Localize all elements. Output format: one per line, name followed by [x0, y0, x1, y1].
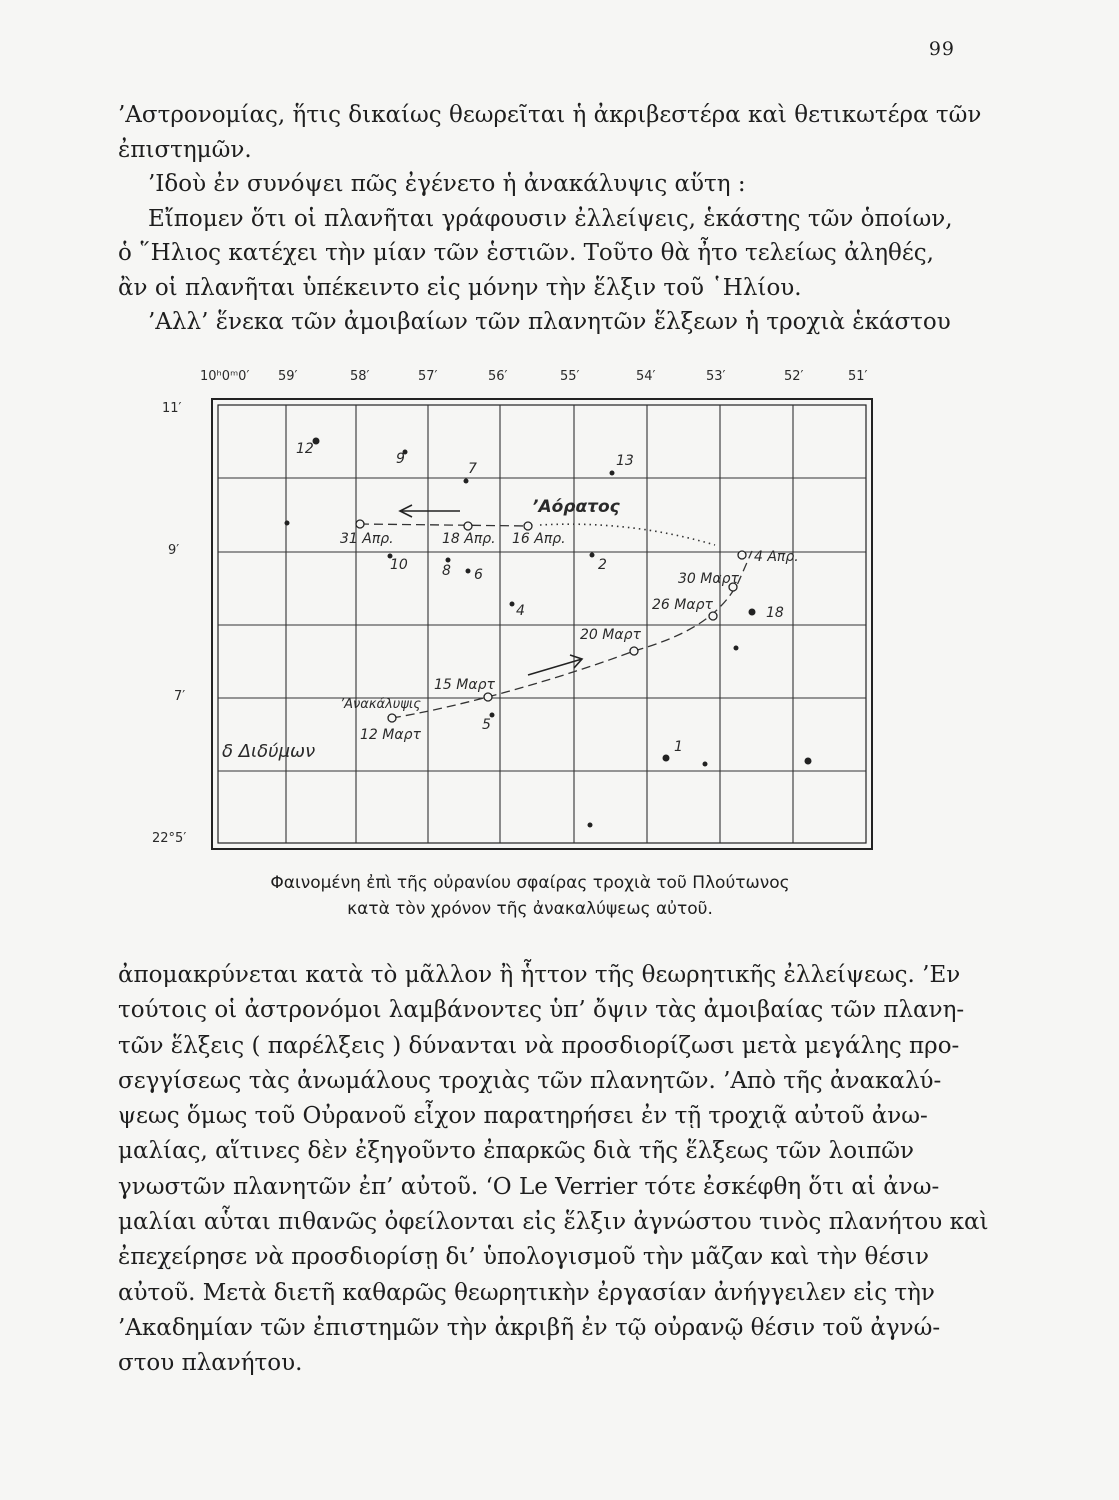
date-label: 31 Απρ. [340, 531, 394, 547]
ra-tick-label: 59′ [278, 369, 298, 384]
text-line: μαλίαι αὗται πιθανῶς ὀφείλονται εἰς ἕλξιν ἀγνώστου τινὸς πλανήτου καὶ [118, 1209, 989, 1236]
dec-tick-label: 22°5′ [152, 831, 187, 846]
grid-lines [218, 405, 866, 843]
text-line: ὁ ῞Ηλιος κατέχει τὴν μίαν τῶν ἑστιῶν. Τοῦτο θὰ ἦτο τελείως ἀληθές, [118, 240, 934, 266]
text-line: ’Ιδοὺ ἐν συνόψει πῶς ἐγένετο ἡ ἀνακάλυψις αὕτη : [148, 171, 746, 197]
star-number: 9 [396, 451, 405, 467]
text-line: ’Αστρονομίας, ἥτις δικαίως θεωρεῖται ἡ ἀκριβεστέρα καὶ θετικωτέρα τῶν [118, 102, 982, 128]
text-line: σεγγίσεως τὰς ἀνωμάλους τροχιὰς τῶν πλανητῶν. ’Απὸ τῆς ἀνακαλύ- [118, 1067, 942, 1094]
star-number: 1 [674, 739, 683, 755]
text-line: τούτοις οἱ ἀστρονόμοι λαμβάνοντες ὑπ’ ὄψιν τὰς ἀμοιβαίας τῶν πλανη- [118, 997, 965, 1024]
orbit-figure [150, 355, 910, 855]
bottom-paragraph [118, 958, 989, 1382]
invisible-path [540, 524, 715, 545]
ra-tick-label: 54′ [636, 369, 656, 384]
text-line: ἐπεχείρησε νὰ προσδιορίσῃ δι’ ὑπολογισμοῦ τὴν μᾶζαν καὶ τὴν θέσιν [118, 1244, 929, 1271]
stars [285, 438, 812, 828]
constellation-label: δ Διδύμων [222, 741, 316, 762]
ra-tick-label: 10ʰ0ᵐ0′ [200, 369, 250, 384]
ra-tick-label: 55′ [560, 369, 580, 384]
text-line: ψεως ὅμως τοῦ Οὐρανοῦ εἶχον παρατηρήσει ἐν τῇ τροχιᾷ αὐτοῦ ἀνω- [118, 1103, 928, 1130]
dec-tick-label: 9′ [168, 543, 180, 558]
frame-inner [218, 405, 866, 843]
star-number: 12 [296, 441, 314, 457]
text-line: γνωστῶν πλανητῶν ἐπ’ αὐτοῦ. ‘Ο Le Verrier τότε ἐσκέφθη ὅτι αἱ ἀνω- [118, 1173, 940, 1200]
date-label: 18 Απρ. [442, 531, 496, 547]
date-label: 30 Μαρτ [678, 571, 739, 587]
top-paragraph [118, 98, 982, 340]
star-number: 18 [766, 605, 784, 621]
text-line: στου πλανήτου. [118, 1350, 303, 1377]
date-label: 16 Απρ. [512, 531, 566, 547]
date-label: 20 Μαρτ [580, 627, 641, 643]
ra-tick-label: 58′ [350, 369, 370, 384]
star-number: 7 [468, 461, 477, 477]
date-label: 12 Μαρτ [360, 727, 421, 743]
text-line: ἐπιστημῶν. [118, 136, 252, 163]
dec-tick-label: 7′ [174, 689, 186, 704]
caption-line: Φαινομένη ἐπὶ τῆς οὐρανίου σφαίρας τροχιὰ τοῦ Πλούτωνος [270, 873, 790, 893]
caption-line: κατὰ τὸν χρόνον τῆς ἀνακαλύψεως αὐτοῦ. [347, 899, 713, 919]
ra-tick-label: 52′ [784, 369, 804, 384]
ra-tick-label: 56′ [488, 369, 508, 384]
date-label: 4 Απρ. [754, 549, 799, 565]
text-line: μαλίας, αἵτινες δὲν ἐξηγοῦντο ἐπαρκῶς διὰ τῆς ἕλξεως τῶν λοιπῶν [118, 1138, 914, 1165]
text-line: Εἴπομεν ὅτι οἱ πλανῆται γράφουσιν ἐλλείψεις, ἑκάστης τῶν ὁποίων, [148, 205, 953, 232]
text-line: τῶν ἕλξεις ( παρέλξεις ) δύνανται νὰ προσδιορίζωσι μετὰ μεγάλης προ- [118, 1032, 960, 1059]
text-line: αὐτοῦ. Μετὰ διετῆ καθαρῶς θεωρητικὴν ἐργασίαν ἀνήγγειλεν εἰς τὴν [118, 1279, 935, 1306]
ra-tick-label: 53′ [706, 369, 726, 384]
frame-outer [212, 399, 872, 849]
star-number: 2 [598, 557, 607, 573]
star-number: 6 [474, 567, 483, 583]
page-number: 99 [928, 38, 955, 60]
date-label: 26 Μαρτ [652, 597, 713, 613]
star-number: 5 [482, 717, 491, 733]
star-number: 8 [442, 563, 451, 579]
text-line: ἂν οἱ πλανῆται ὑπέκειντο εἰς μόνην τὴν ἕλξιν τοῦ ῾Ηλίου. [118, 274, 802, 301]
date-label: 15 Μαρτ [434, 677, 495, 693]
retrograde-path [360, 524, 530, 526]
ra-tick-label: 51′ [848, 369, 868, 384]
ra-tick-label: 57′ [418, 369, 438, 384]
text-line: ’Ακαδημίαν τῶν ἐπιστημῶν τὴν ἀκριβῆ ἐν τῷ οὐρανῷ θέσιν τοῦ ἀγνώ- [118, 1314, 941, 1341]
path-points [356, 520, 746, 722]
text-line: ἀπομακρύνεται κατὰ τὸ μᾶλλον ἢ ἧττον τῆς θεωρητικῆς ἐλλείψεως. ’Εν [118, 962, 961, 988]
star-number: 13 [616, 453, 634, 469]
invisible-heading: ’Αόρατος [532, 497, 620, 517]
star-number: 4 [516, 603, 525, 619]
figure-caption [150, 870, 910, 922]
dec-tick-label: 11′ [162, 401, 182, 416]
orbit-chart-svg [150, 355, 910, 855]
text-line: ’Αλλ’ ἕνεκα τῶν ἀμοιβαίων τῶν πλανητῶν ἕλξεων ἡ τροχιὰ ἑκάστου [148, 309, 951, 335]
star-number: 10 [390, 557, 408, 573]
discovery-label: ’Ανακάλυψις [340, 697, 421, 712]
